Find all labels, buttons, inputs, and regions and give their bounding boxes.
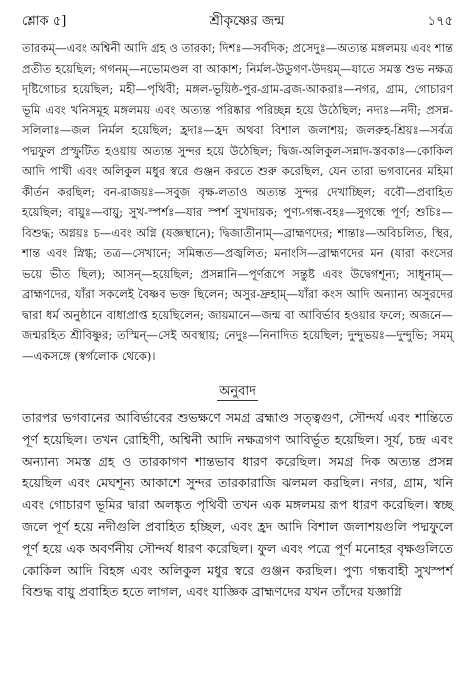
word-for-word-section bbox=[22, 38, 453, 366]
word-for-word-text: তারকম্‌—এবং অশ্বিনী আদি গ্রহ ও তারকা; দিশঃ—সর্বদিক; প্রসেদুঃ—অত্যন্ত মঙ্গলময় এবং শান্ত প্রতীত হয়েছিল; গগনম্‌—নভোমণ্ডল বা আকাশ; নির্মল-উডুগণ-উদয়ম্‌—যাতে সমস্ত শুভ নক্ষত্র দৃষ্টিগোচর হয়েছিল; মহী—পৃথিবী; মঙ্গল-ভূয়িষ্ঠ-পুর-গ্রাম-ব্রজ-আকরাঃ—নগর, গ্রাম, গোচারণ ভূমি এবং খনিসমূহ মঙ্গলময় এবং অত্যন্ত পরিষ্কার পরিচ্ছন্ন হয়ে উঠেছিল; নদ্যঃ—নদী; প্রসন্ন-সলিলাঃ—জল নির্মল হয়েছিল; হ্রদাঃ—হ্রদ অথবা বিশাল জলাশয়; জলরুহ-শ্রিয়ঃ—সর্বত্র পদ্মফুল প্রস্ফুটিত হওয়ায় অত্যন্ত সুন্দর হয়ে উঠেছিল; দ্বিজ-অলিকুল-সন্নাদ-স্তবকাঃ—কোকিল আদি পাখী এবং অলিকুল মধুর স্বরে গুঞ্জন করতে শুরু করেছিল, যেন তারা ভগবানের মহিমা কীর্তন করছিল; বন-রাজয়ঃ—সবুজ বৃক্ষ-লতাও অত্যন্ত সুন্দর দেখাচ্ছিল; ববৌ—প্রবাহিত হয়েছিল; বায়ুঃ—বায়ু; সুখ-স্পর্শঃ—যার স্পর্শ সুখদায়ক; পুণ্য-গন্ধ-বহঃ—সুগন্ধে পূর্ণ; শুচিঃ—বিশুদ্ধ; অগ্নয়ঃ চ—এবং অগ্নি (যজ্ঞস্থানে); দ্বিজাতীনাম্‌—ব্রাহ্মণদের; শান্তাঃ—অবিচলিত, স্থির, শান্ত এবং স্নিগ্ধ; তত্র—সেখানে; সমিন্ধত—প্রজ্বলিত; মনাংসি—ব্রাহ্মণদের মন (যারা কংসের ভয়ে ভীত ছিল); আসন্‌—হয়েছিল; প্রসন্নানি—পূর্ণরূপে সন্তুষ্ট এবং উদ্বেগশূন্য; সাধূনাম্‌—ব্রাহ্মণদের, যাঁরা সকলেই বৈষ্ণব ভক্ত ছিলেন; অসুর-দ্রুহাম্‌—যাঁরা কংস আদি অন্যান্য অসুরদের দ্বারা ধর্ম অনুষ্ঠানে বাধাপ্রাপ্ত হয়েছিলেন; জায়মানে—জন্ম বা আবির্ভাব হওয়ার ফলে; অজনে—জন্মরহিত শ্রীবিষ্ণুর; তস্মিন্‌—সেই অবস্থায়; নেদুঃ—নিনাদিত হয়েছিল; দুন্দুভয়ঃ—দুন্দুভি; সমম্‌—একসঙ্গে (স্বর্গলোক থেকে)। bbox=[22, 41, 453, 363]
chapter-title: শ্রীকৃষ্ণের জন্ম bbox=[209, 13, 285, 29]
translation-section bbox=[22, 407, 453, 603]
page-header bbox=[22, 0, 453, 36]
translation-text: তারপর ভগবানের আবির্ভাবের শুভক্ষণে সমগ্র ব্রহ্মাণ্ড সত্ত্বগুণ, সৌন্দর্য এবং শান্তিতে পূর্ণ হয়েছিল। তখন রোহিণী, অশ্বিনী আদি নক্ষত্রগণ আবির্ভূত হয়েছিল। সূর্য, চন্দ্র এবং অন্যান্য সমস্ত গ্রহ ও তারকাগণ শান্তভাব ধারণ করেছিল। সমগ্র দিক অত্যন্ত প্রসন্ন হয়েছিল এবং মেঘশূন্য আকাশে সুন্দর তারকারাজি ঝলমল করছিল। নগর, গ্রাম, খনি এবং গোচারণ ভূমির দ্বারা অলঙ্কৃত পৃথিবী তখন এক মঙ্গলময় রূপ ধারণ করেছিল। স্বচ্ছ জলে পূর্ণ হয়ে নদীগুলি প্রবাহিত হচ্ছিল, এবং হ্রদ আদি বিশাল জলাশয়গুলি পদ্মফুলে পূর্ণ হয়ে এক অবর্ণনীয় সৌন্দর্য ধারণ করেছিল। ফুল এবং পত্রে পূর্ণ মনোহর বৃক্ষগুলিতে কোকিল আদি বিহঙ্গ এবং অলিকুল মধুর স্বরে গুঞ্জন করছিল। পুণ্য গন্ধবাহী সুখস্পর্শ বিশুদ্ধ বায়ু প্রবাহিত হতে লাগল, এবং যাজ্ঞিক ব্রাহ্মণদের যখন তাঁদের যজ্ঞাগ্নি bbox=[22, 410, 453, 600]
page-number: ১৭৫ bbox=[427, 14, 453, 29]
translation-heading-label: অনুবাদ bbox=[219, 384, 256, 399]
translation-heading bbox=[22, 382, 453, 403]
verse-reference: শ্লোক ৫] bbox=[22, 14, 67, 29]
